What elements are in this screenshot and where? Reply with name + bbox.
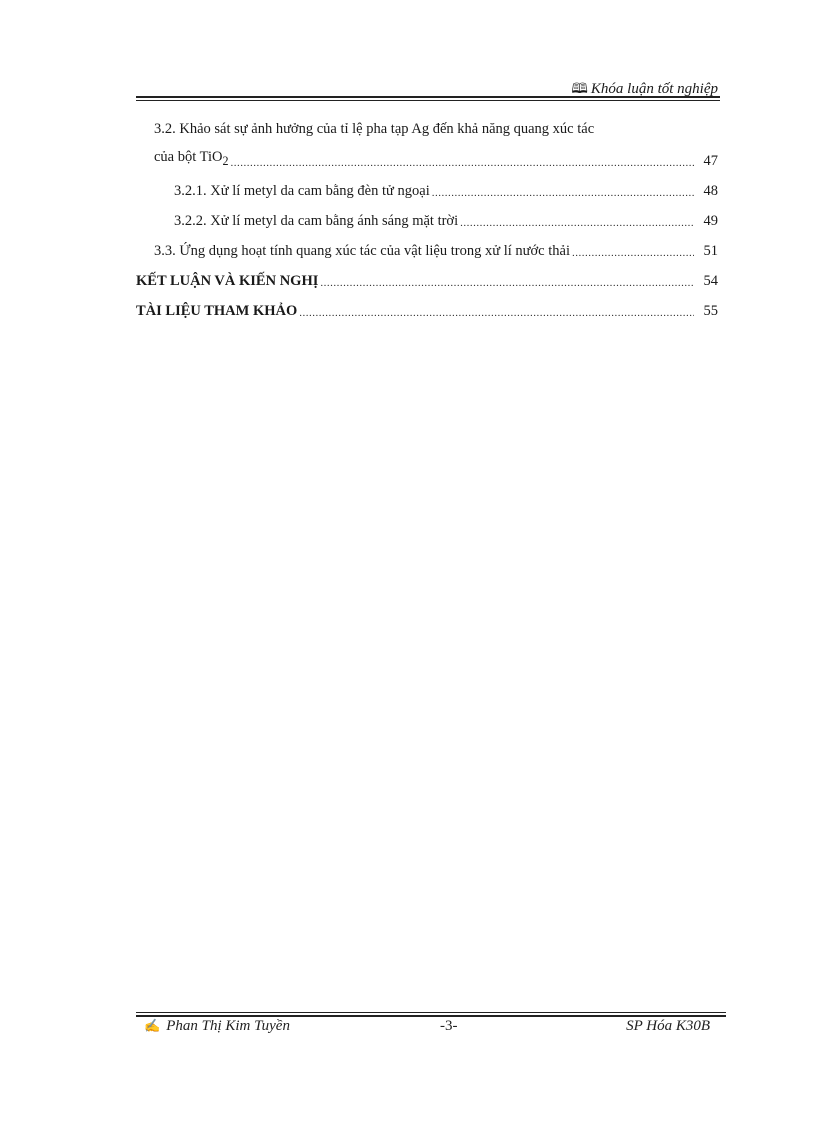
dot-leader — [299, 304, 694, 322]
toc-entry-title: 3.2. Khảo sát sự ảnh hưởng của tỉ lệ pha tạp Ag đến khả năng quang xúc tác — [154, 121, 595, 137]
toc-page-number: 54 — [703, 273, 718, 289]
footer-rule-thick — [136, 1015, 726, 1017]
footer-class-name: SP Hóa K30B — [626, 1018, 710, 1034]
toc-page-number: 48 — [703, 183, 718, 199]
toc-page-number: 55 — [703, 303, 718, 319]
toc-entry-3-3[interactable] — [154, 240, 718, 262]
toc-entry-title: của bột TiO$_2$ — [154, 149, 229, 168]
subscript: 2 — [222, 154, 229, 168]
toc-entry-ket-luan[interactable] — [136, 270, 718, 292]
header-title: Khóa luận tốt nghiệp — [590, 81, 718, 97]
toc-page-number: 51 — [703, 243, 718, 259]
dot-leader — [572, 244, 694, 262]
footer-author: ✍ Phan Thị Kim Tuyền — [144, 1018, 290, 1034]
dot-leader — [432, 184, 694, 202]
toc-entry-title: 3.2.2. Xử lí metyl da cam bằng ánh sáng mặt trời — [174, 213, 459, 229]
toc-entry-3-2-2[interactable] — [174, 210, 718, 232]
footer-page-number: -3- — [440, 1018, 458, 1034]
pen-icon: ✍ — [144, 1018, 161, 1033]
page-footer — [136, 1018, 726, 1038]
toc-entry-3-2-1[interactable] — [174, 180, 718, 202]
toc-entry-title: 3.2.1. Xử lí metyl da cam bằng đèn tử ngoại — [174, 183, 430, 199]
toc-entry-title: 3.3. Ứng dụng hoạt tính quang xúc tác của vật liệu trong xử lí nước thải — [154, 243, 570, 259]
toc-entry-title: TÀI LIỆU THAM KHẢO — [136, 303, 298, 319]
header-rule-thin — [136, 100, 720, 101]
dot-leader — [320, 274, 694, 292]
toc-entry-tai-lieu[interactable] — [136, 300, 718, 322]
book-icon: 🕮 — [571, 82, 588, 97]
toc-entry-3-2-line2[interactable] — [154, 150, 718, 172]
dot-leader — [231, 154, 694, 172]
toc-page-number: 47 — [703, 153, 718, 169]
footer-rule-thin — [136, 1012, 726, 1013]
header-rule-thick — [136, 96, 720, 98]
page-header — [136, 78, 718, 96]
toc-page-number: 49 — [703, 213, 718, 229]
dot-leader — [460, 214, 694, 232]
toc-entry-title: KẾT LUẬN VÀ KIẾN NGHỊ — [136, 273, 319, 289]
toc-entry-3-2-line1[interactable] — [154, 118, 718, 140]
